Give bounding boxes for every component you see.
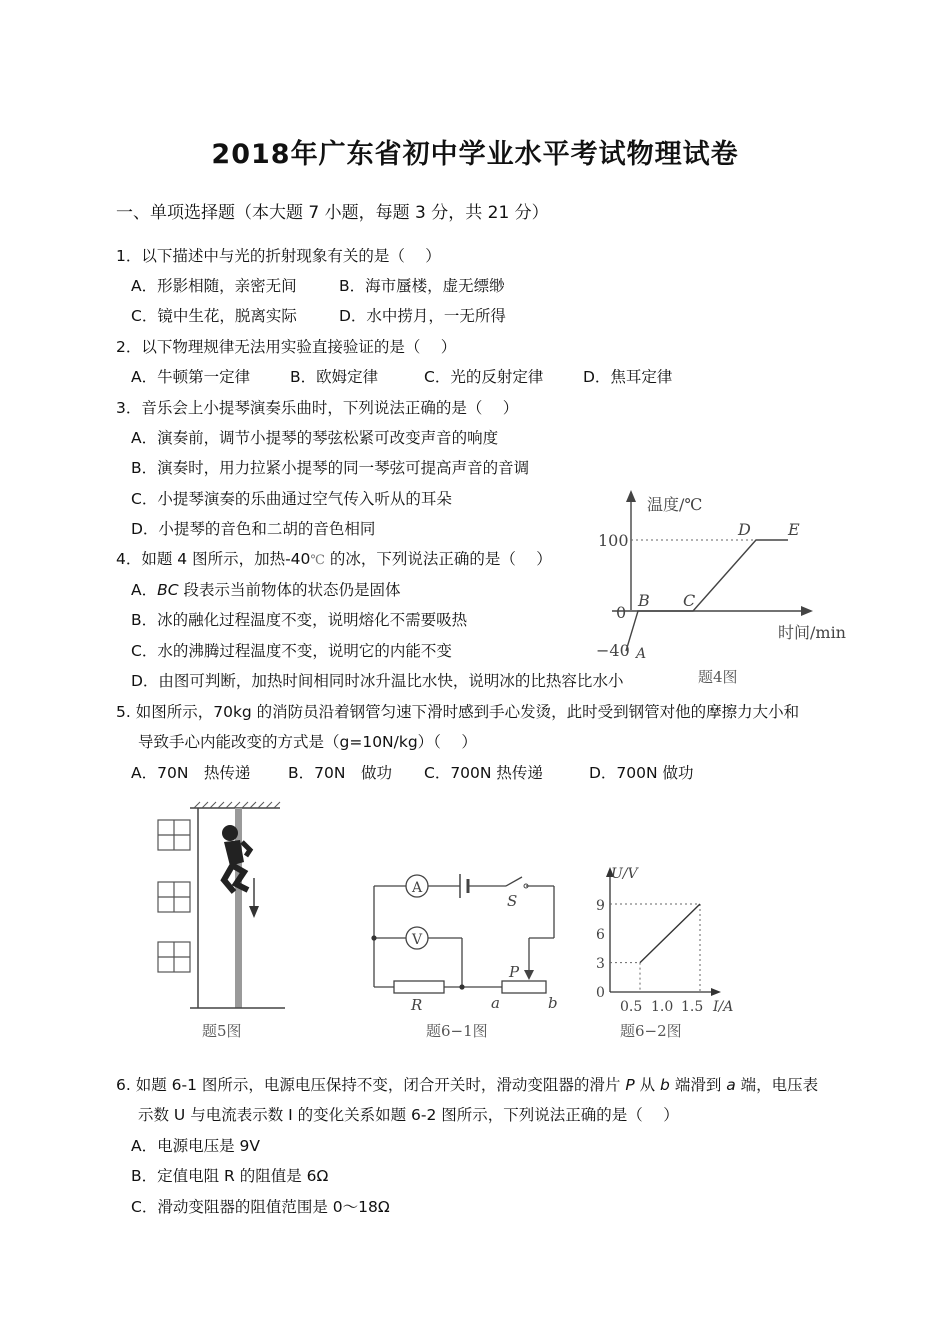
fig62-xlabel: I/A xyxy=(713,999,734,1015)
fig61-label-slider: P xyxy=(509,963,520,981)
q5-option-c: C．700N 热传递 xyxy=(424,764,543,782)
q3-option-d: D．小提琴的音色和二胡的音色相同 xyxy=(131,520,376,538)
q4-stem-post: 的冰，下列说法正确的是（ ） xyxy=(324,550,552,568)
fig4-tick-100: 100 xyxy=(598,531,629,550)
fig5-arrowhead xyxy=(249,906,259,918)
q6-var-a: a xyxy=(726,1076,736,1094)
q6-option-c: C．滑动变阻器的阻值范围是 0～18Ω xyxy=(131,1198,390,1216)
q5-option-a: A．70N 热传递 xyxy=(131,764,251,782)
q6-var-b: b xyxy=(660,1076,670,1094)
fig5-firefighter xyxy=(222,825,250,892)
q5-option-d: D．700N 做功 xyxy=(589,764,694,782)
fig61-label-voltmeter: V xyxy=(412,932,423,948)
q1-option-d: D．水中捞月，一无所得 xyxy=(339,307,506,325)
q1-stem: 1．以下描述中与光的折射现象有关的是（ ） xyxy=(116,247,441,265)
q6-stem-line1 xyxy=(116,1073,818,1095)
fig4-tick-minus40: −40 xyxy=(596,641,630,660)
fig62-xtick-0-5: 0.5 xyxy=(620,999,643,1015)
fig61-caption: 题6−1图 xyxy=(426,1022,488,1040)
q4-option-a-pre: A． xyxy=(131,581,158,599)
q4-option-c: C．水的沸腾过程温度不变，说明它的内能不变 xyxy=(131,642,452,660)
q4-stem-pre: 4．如题 4 图所示，加热-40 xyxy=(116,550,311,568)
q2-option-c: C．光的反射定律 xyxy=(424,368,544,386)
q1-option-b: B．海市蜃楼，虚无缥缈 xyxy=(339,277,505,295)
fig5-caption: 题5图 xyxy=(202,1022,242,1040)
q4-stem xyxy=(116,547,552,569)
fig62-xtick-1-0: 1.0 xyxy=(651,999,674,1015)
q5-stem-line1: 5. 如图所示，70kg 的消防员沿着钢管匀速下滑时感到手心发烫，此时受到钢管对他的摩擦力大小和 xyxy=(116,703,800,721)
fig62-ytick-9: 9 xyxy=(596,898,605,914)
q4-stem-unit: ℃ xyxy=(310,553,325,568)
fig61-label-ammeter: A xyxy=(412,880,423,896)
q4-option-a-post: 段表示当前物体的状态仍是固体 xyxy=(178,581,401,599)
fig61-junction-bottom xyxy=(459,984,464,989)
q3-option-c: C．小提琴演奏的乐曲通过空气传入听从的耳朵 xyxy=(131,490,452,508)
fig4-curve xyxy=(626,540,788,651)
fig62-ytick-0: 0 xyxy=(596,985,605,1001)
q2-stem: 2．以下物理规律无法用实验直接验证的是（ ） xyxy=(116,338,457,356)
fig5-windows xyxy=(158,820,190,972)
fig4-graph xyxy=(590,488,865,693)
fig4-point-d: D xyxy=(738,520,751,539)
fig5-illustration xyxy=(150,800,295,1045)
fig4-xlabel: 时间/min xyxy=(778,623,846,642)
fig61-circuit xyxy=(360,860,575,1045)
fig4-y-arrow xyxy=(626,490,636,502)
fig61-slider-arrow xyxy=(524,970,534,980)
q5-stem-line2: 导致手心内能改变的方式是（g=10N/kg）（ ） xyxy=(138,733,477,751)
q6-stem-part1: 6. 如题 6-1 图所示，电源电压保持不变，闭合开关时，滑动变阻器的滑片 xyxy=(116,1076,626,1094)
q5-option-b: B．70N 做功 xyxy=(288,764,392,782)
fig4-ylabel: 温度/℃ xyxy=(647,495,703,514)
q3-option-b: B．演奏时，用力拉紧小提琴的同一琴弦可提高声音的音调 xyxy=(131,459,530,477)
fig62-ui-line xyxy=(640,904,700,963)
fig4-tick-0: 0 xyxy=(616,603,627,622)
q3-stem: 3．音乐会上小提琴演奏乐曲时，下列说法正确的是（ ） xyxy=(116,399,519,417)
fig61-label-end-b: b xyxy=(548,994,558,1012)
q4-option-a-var: BC xyxy=(157,581,179,599)
fig4-point-c: C xyxy=(683,591,696,610)
q1-option-c: C．镜中生花，脱离实际 xyxy=(131,307,297,325)
fig61-switch-lever xyxy=(506,877,522,886)
fig4-point-e: E xyxy=(788,520,800,539)
section-heading: 一、单项选择题（本大题 7 小题，每题 3 分，共 21 分） xyxy=(116,203,549,223)
q6-stem-part4: 端，电压表 xyxy=(735,1076,819,1094)
fig62-ylabel: U/V xyxy=(611,866,638,882)
fig61-junction-left xyxy=(371,935,376,940)
fig4-point-b: B xyxy=(638,591,650,610)
q2-option-d: D．焦耳定律 xyxy=(583,368,673,386)
q4-option-a xyxy=(131,578,401,600)
q6-option-a: A．电源电压是 9V xyxy=(131,1137,260,1155)
page-title: 2018年广东省初中学业水平考试物理试卷 xyxy=(211,139,739,170)
fig62-ytick-3: 3 xyxy=(596,956,605,972)
q2-option-b: B．欧姆定律 xyxy=(290,368,379,386)
q4-option-d: D．由图可判断，加热时间相同时冰升温比水快，说明冰的比热容比水小 xyxy=(131,672,624,690)
fig62-xtick-1-5: 1.5 xyxy=(681,999,704,1015)
fig61-resistor-r xyxy=(394,981,444,993)
q6-var-p: P xyxy=(625,1076,635,1094)
q3-option-a: A．演奏前，调节小提琴的琴弦松紧可改变声音的响度 xyxy=(131,429,499,447)
q4-option-b: B．冰的融化过程温度不变，说明熔化不需要吸热 xyxy=(131,611,468,629)
fig5-ceiling-hatch xyxy=(194,802,280,808)
fig62-caption: 题6−2图 xyxy=(620,1022,682,1040)
fig61-label-resistor: R xyxy=(411,996,423,1014)
q2-option-a: A．牛顿第一定律 xyxy=(131,368,251,386)
fig4-x-arrow xyxy=(801,606,813,616)
q6-option-b: B．定值电阻 R 的阻值是 6Ω xyxy=(131,1167,329,1185)
q6-stem-part2: 从 xyxy=(634,1076,661,1094)
fig62-x-arrow xyxy=(711,988,721,996)
q6-stem-line2: 示数 U 与电流表示数 I 的变化关系如题 6-2 图所示，下列说法正确的是（ ） xyxy=(138,1106,679,1124)
fig61-label-switch: S xyxy=(507,892,518,910)
q6-stem-part3: 端滑到 xyxy=(669,1076,727,1094)
fig61-rheostat xyxy=(502,981,546,993)
fig62-plot-layer xyxy=(610,904,700,992)
fig61-label-end-a: a xyxy=(491,994,500,1012)
fig62-ytick-6: 6 xyxy=(596,927,605,943)
fig62-graph xyxy=(580,860,755,1045)
fig4-caption: 题4图 xyxy=(698,668,738,686)
q1-option-a: A．形影相随，亲密无间 xyxy=(131,277,297,295)
fig4-point-a: A xyxy=(636,646,647,662)
